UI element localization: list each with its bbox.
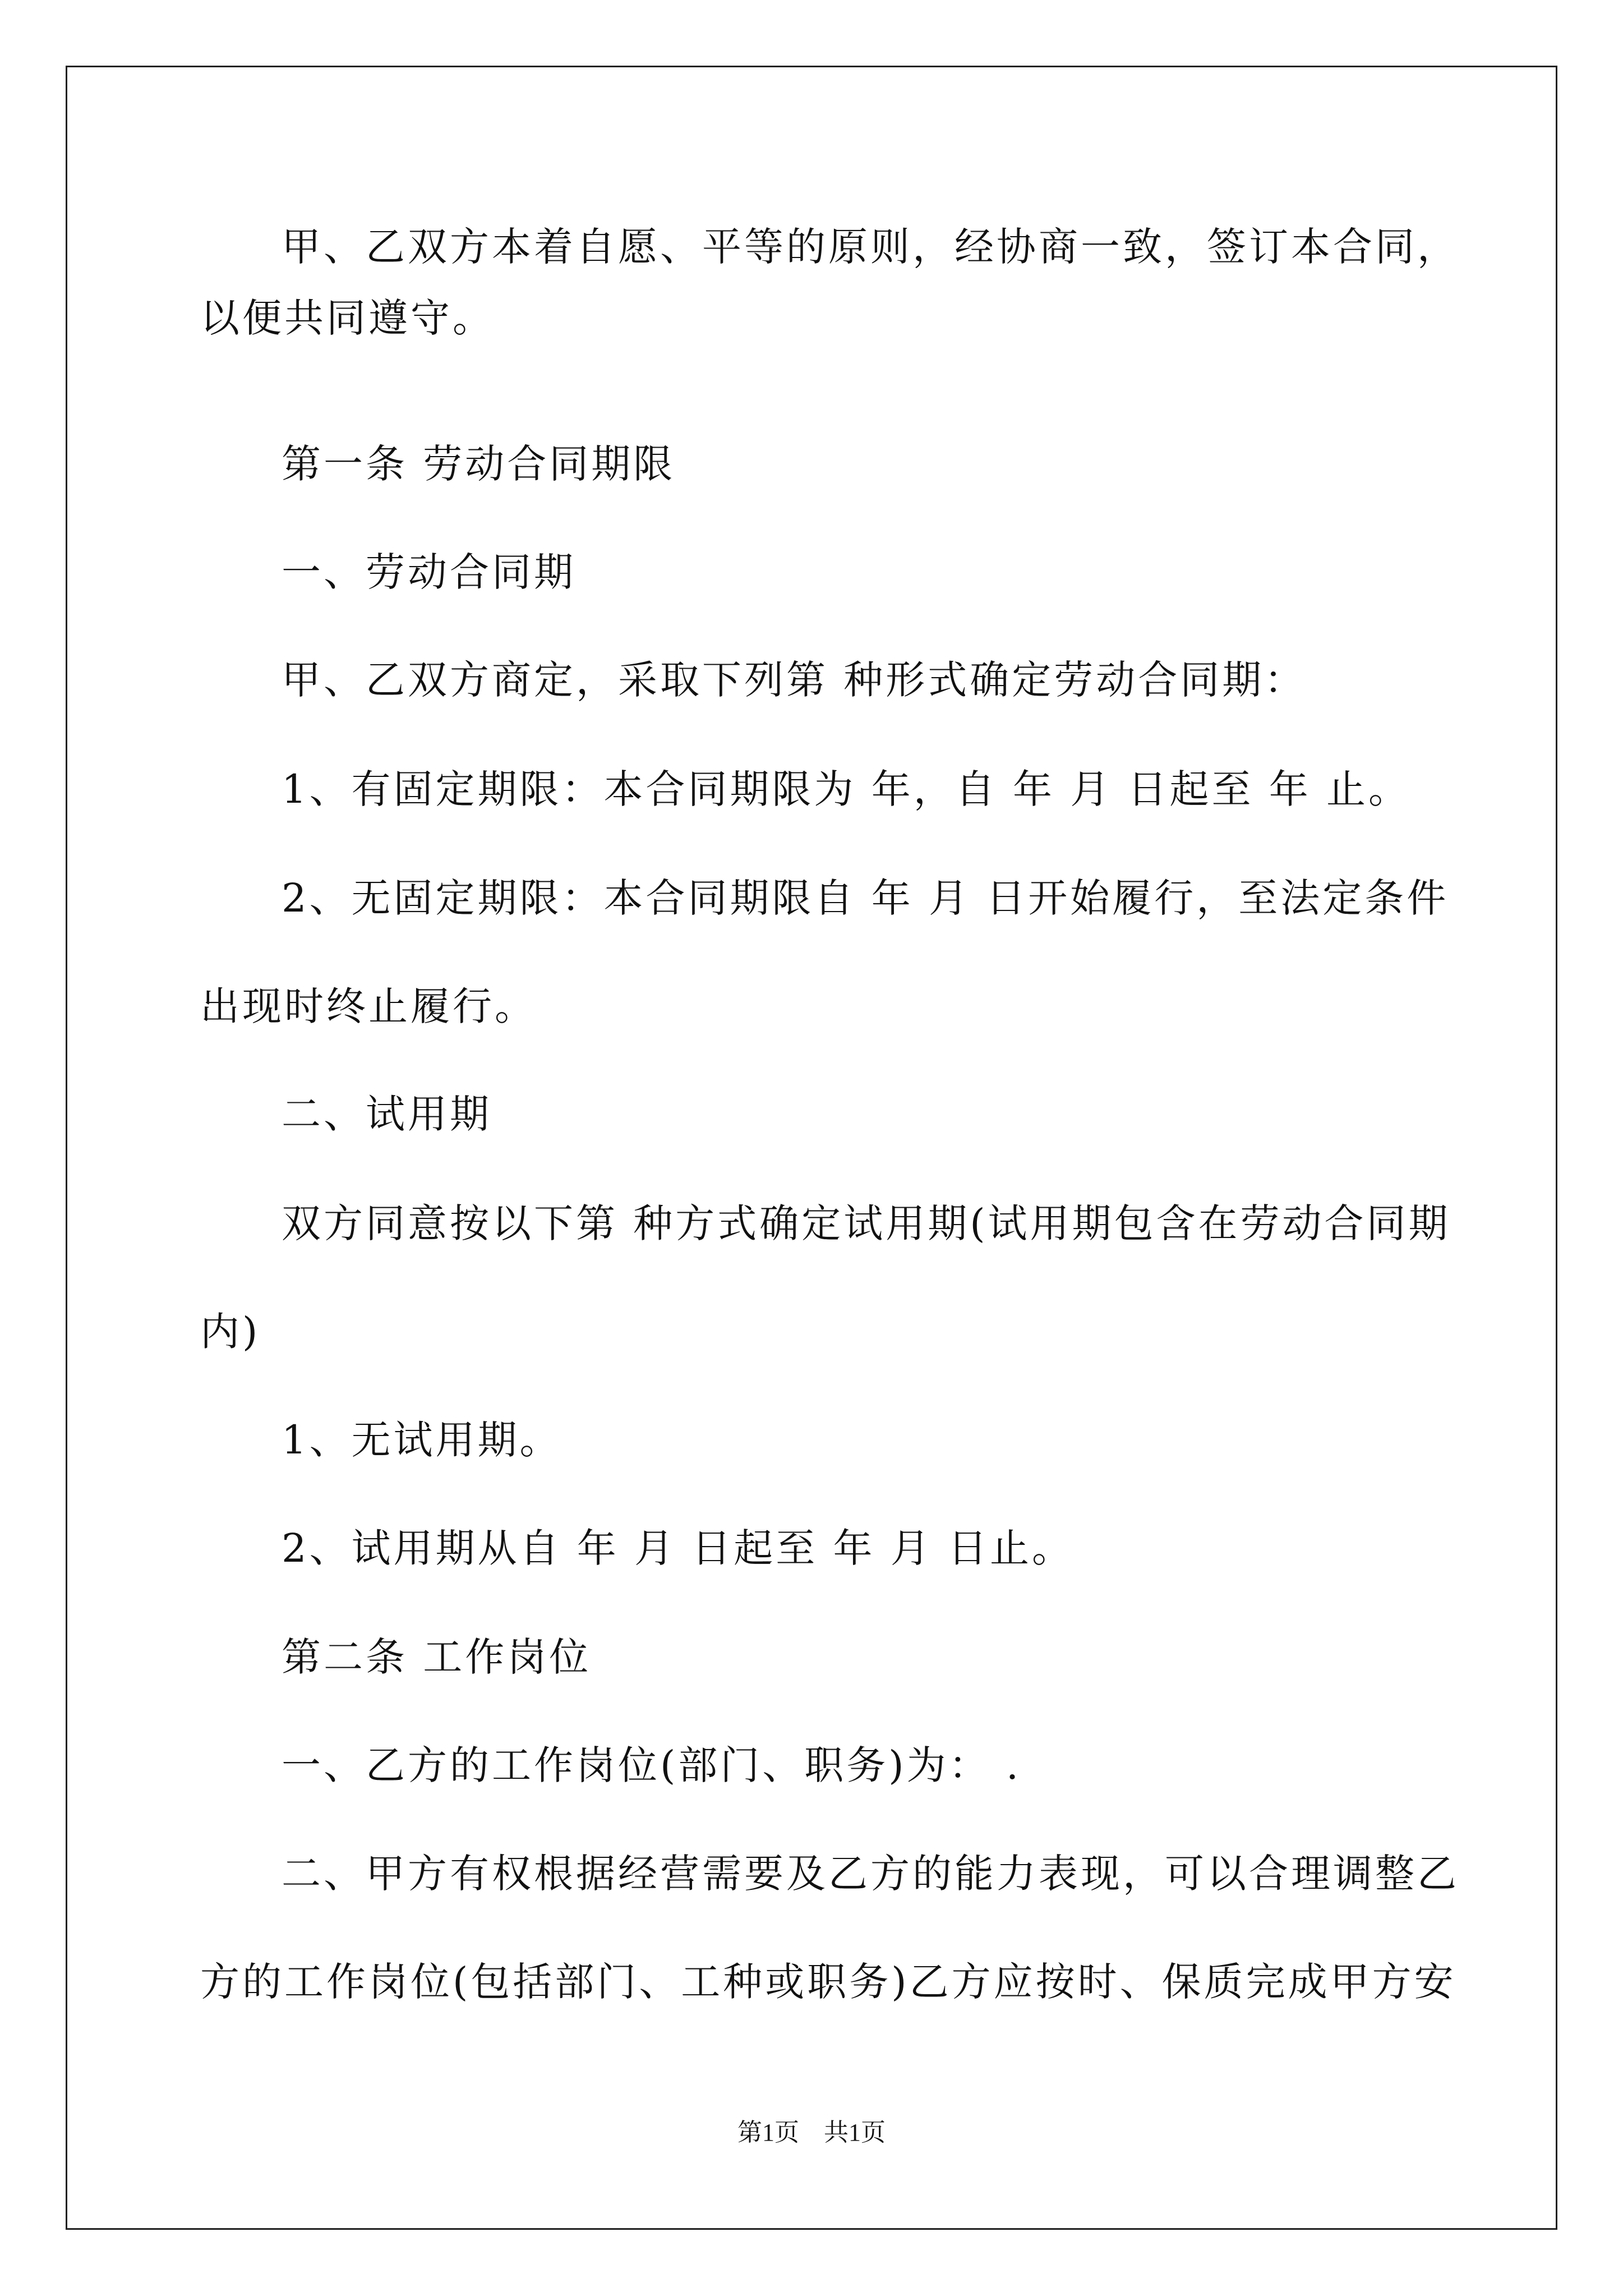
item-probation-dates: 2、试用期从自 年 月 日起至 年 月 日止。 (282, 1525, 1075, 1571)
item-open-term-line-2: 出现时终止履行。 (200, 983, 537, 1029)
paragraph-probation-line-2: 内) (200, 1309, 261, 1355)
item-position-adjustment-line-2: 方的工作岗位(包括部门、工种或职务)乙方应按时、保质完成甲方安 (200, 1959, 1456, 2005)
page-border (66, 66, 1557, 2230)
article-2-heading: 第二条 工作岗位 (282, 1634, 592, 1680)
section-contract-term-heading: 一、劳动合同期 (282, 549, 576, 595)
item-fixed-term: 1、有固定期限：本合同期限为 年，自 年 月 日起至 年 止。 (282, 766, 1411, 812)
page-number-footer: 第1页 共1页 (737, 2119, 886, 2146)
paragraph-term-form: 甲、乙双方商定，采取下列第 种形式确定劳动合同期： (282, 657, 1307, 703)
paragraph-probation-line-1: 双方同意按以下第 种方式确定试用期(试用期包含在劳动合同期 (282, 1200, 1451, 1246)
item-position-adjustment-line-1: 二、甲方有权根据经营需要及乙方的能力表现，可以合理调整乙 (282, 1851, 1459, 1897)
item-job-position: 一、乙方的工作岗位(部门、职务)为： . (282, 1742, 1022, 1788)
paragraph-preamble-line-1: 甲、乙双方本着自愿、平等的原则，经协商一致，签订本合同， (282, 224, 1459, 270)
article-1-heading: 第一条 劳动合同期限 (282, 441, 676, 487)
item-open-term-line-1: 2、无固定期限：本合同期限自 年 月 日开始履行，至法定条件 (282, 875, 1449, 921)
item-no-probation: 1、无试用期。 (282, 1417, 562, 1463)
section-probation-heading: 二、试用期 (282, 1091, 492, 1137)
paragraph-preamble-line-2: 以便共同遵守。 (200, 295, 495, 341)
